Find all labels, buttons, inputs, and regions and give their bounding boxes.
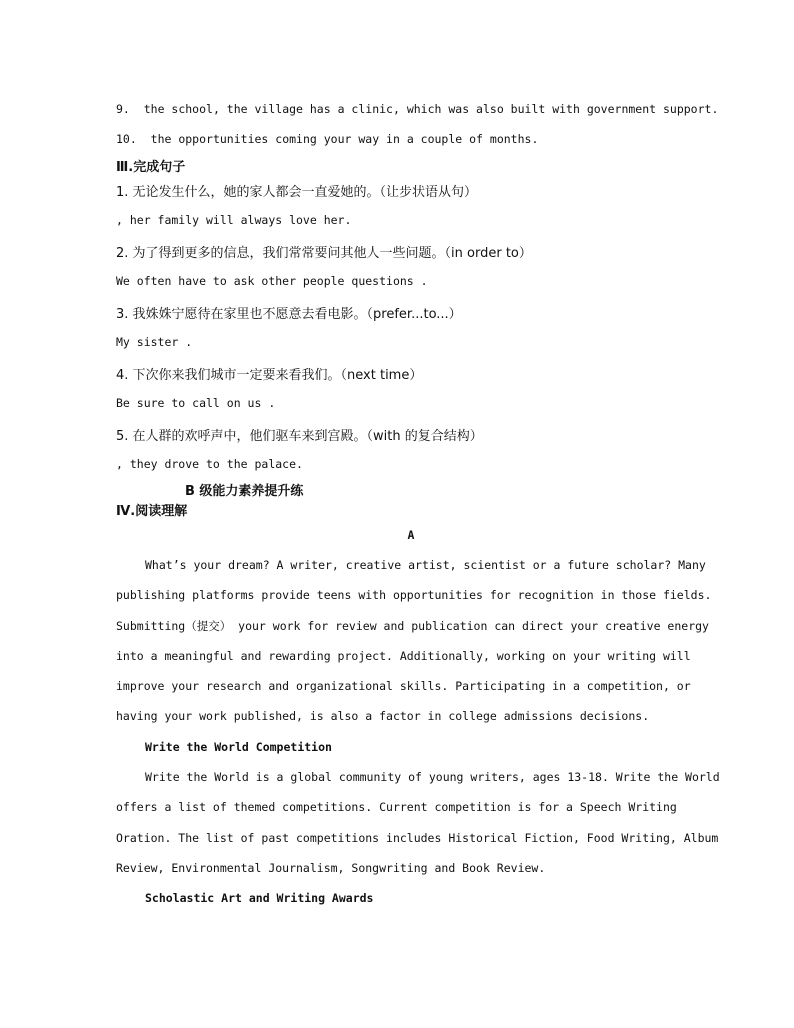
sentence-answer-1: , her family will always love her. [116,213,352,227]
sentence-prompt-3: 3. 我姝姝宁愿待在家里也不愿意去看电影。（prefer...to...） [116,307,462,322]
item-number: 9. [116,102,130,116]
exercise-item-10 [116,132,538,146]
section-heading-4: Ⅳ.阅读理解 [116,504,188,519]
paragraph-line: What’s your dream? A writer, creative artist, scientist or a future scholar? Many [145,558,706,572]
subheading-scholastic-awards: Scholastic Art and Writing Awards [145,891,374,905]
paragraph-line: publishing platforms provide teens with opportunities for recognition in those fields. [116,588,712,602]
paragraph-line: Submitting（提交） your work for review and publication can direct your creative energy [116,619,709,633]
item-number: 10. [116,132,137,146]
paragraph-line: Review, Environmental Journalism, Songwriting and Book Review. [116,861,546,875]
paragraph-line: Oration. The list of past competitions includes Historical Fiction, Food Writing, Album [116,831,719,845]
section-heading-3: Ⅲ.完成句子 [116,160,186,175]
paragraph-line: Write the World is a global community of young writers, ages 13-18. Write the World [145,770,720,784]
sentence-prompt-2: 2. 为了得到更多的信息，我们常常要问其他人一些问题。（in order to） [116,246,532,261]
sentence-answer-4: Be sure to call on us . [116,396,276,410]
paragraph-line: improve your research and organizational skills. Participating in a competition, or [116,679,691,693]
paragraph-line: into a meaningful and rewarding project. Additionally, working on your writing will [116,649,691,663]
paragraph-line: offers a list of themed competitions. Current competition is for a Speech Writing [116,800,677,814]
sentence-prompt-4: 4. 下次你来我们城市一定要来看我们。（next time） [116,368,423,383]
sentence-answer-5: , they drove to the palace. [116,457,303,471]
item-text: the school, the village has a clinic, which was also built with government support. [143,102,719,116]
level-b-heading: B 级能力素养提升练 [185,484,304,499]
sentence-prompt-1: 1. 无论发生什么，她的家人都会一直爱她的。（让步状语从句） [116,185,478,200]
paragraph-line: having your work published, is also a factor in college admissions decisions. [116,709,650,723]
subheading-write-the-world: Write the World Competition [145,740,332,754]
sentence-answer-2: We often have to ask other people questions . [116,274,428,288]
passage-label: A [407,528,415,542]
sentence-prompt-5: 5. 在人群的欢呼声中，他们驱车来到宫殿。（with 的复合结构） [116,429,483,444]
item-text: the opportunities coming your way in a couple of months. [150,132,539,146]
exercise-item-9 [116,102,718,116]
sentence-answer-3: My sister . [116,335,193,349]
